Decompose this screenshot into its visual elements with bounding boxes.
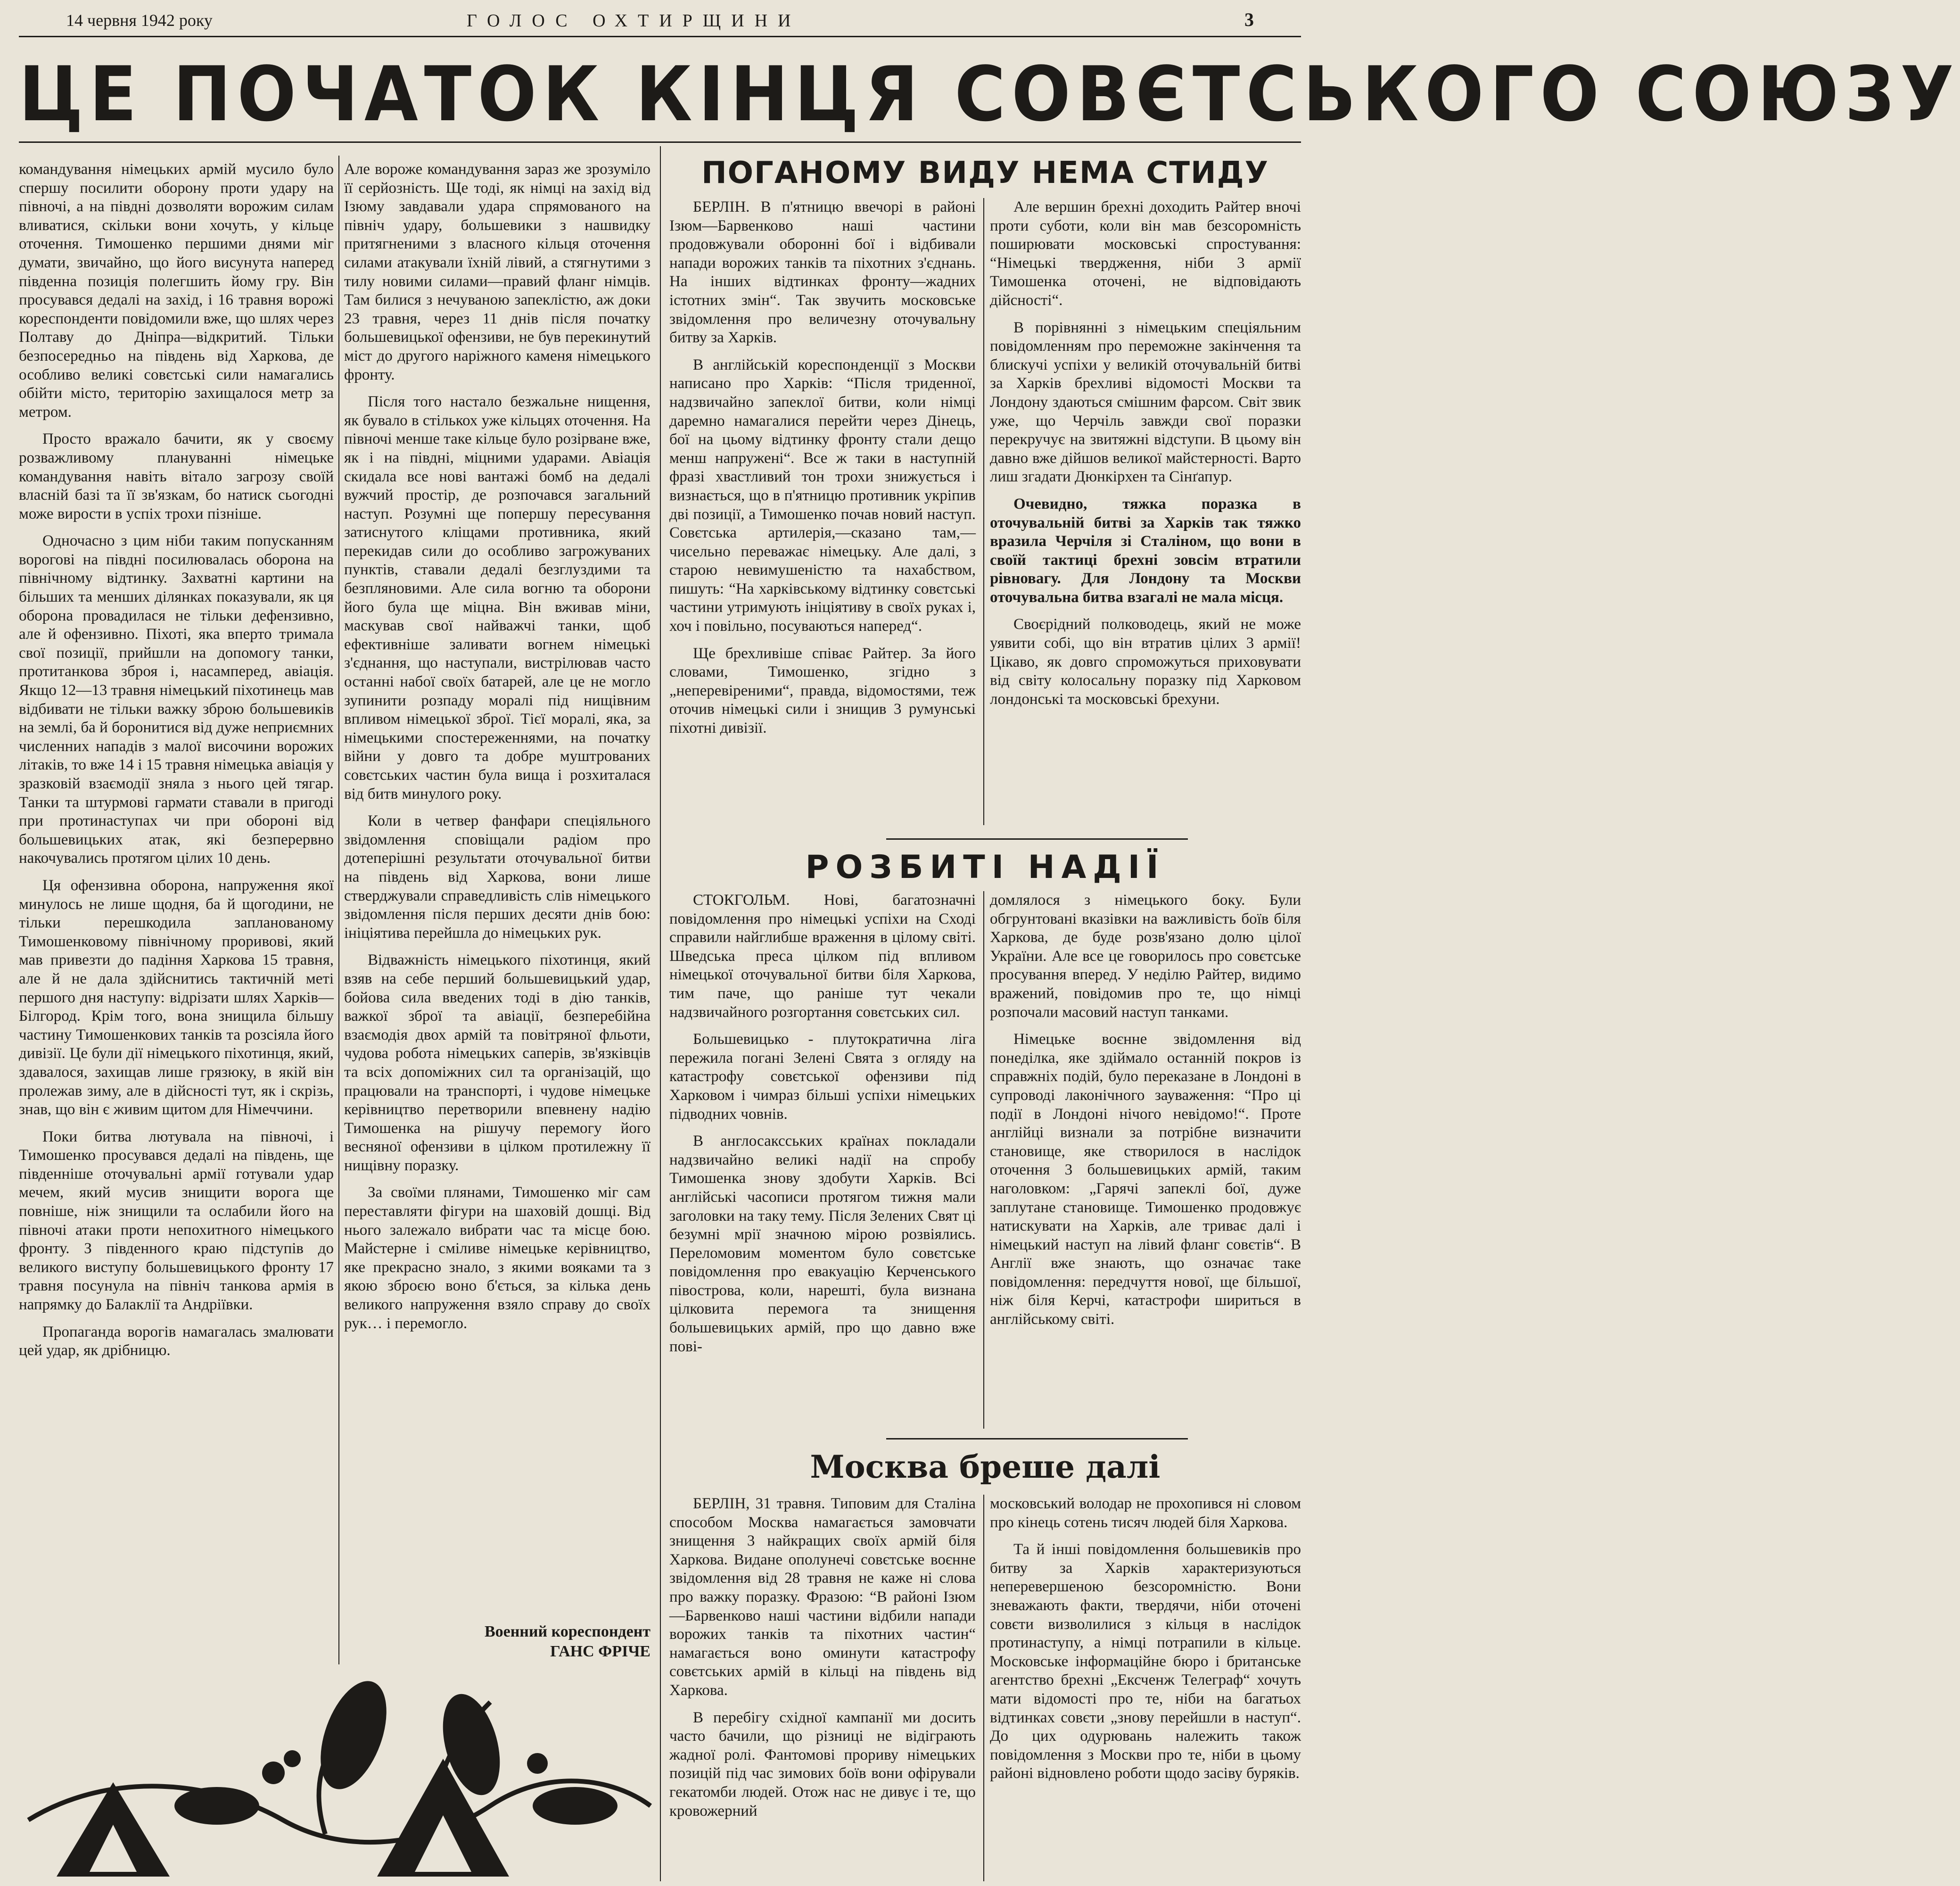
article3-col2 — [990, 891, 1301, 1429]
paragraph: За своїми плянами, Тимошенко міг сам переставляти фігури на шаховій дошці. Від нього залежало вибрати час та місце бою. Майстерне і сміливе німецьке керівництво, яке прекрасно знало, з якими вояками та з якою зброєю воно б'ється, за кілька день великого напруження взяло справу до своїх рук… і перемогло. — [344, 1184, 651, 1332]
paragraph: Большевицько - плутократична ліга пережила погані Зелені Свята з огляду на катастрофу совєтської офензиви під Харковом і чимраз більші успіхи німецьких підводних човнів. — [669, 1031, 976, 1123]
page-number: 3 — [1244, 9, 1254, 30]
author-role: Военний кореспондент — [484, 1623, 651, 1640]
article2-col2 — [990, 198, 1301, 825]
paragraph: московський володар не прохопився ні словом про кінець сотень тисяч людей біля Харкова. — [990, 1495, 1301, 1531]
folk-ornament-illustration — [19, 1664, 660, 1881]
paragraph: командування німецьких армій мусило було спершу посилити оборону проти удару на півночі, а на півдні дозволяти ворожим силам вливатися, скільки вони хочуть, у кільце оточення. Тимошенко першими днями міг думати, звичайно, що його висунута наперед південна позиція полегшить йому гру. Він просувався дедалі на захід, і 16 травня ворожі кореспонденти повідомили вже, що шлях через Полтаву до Дніпра—відкритий. Тільки безпосередньо на південь від Харкова, де особливо великі совєтські сили намагались обійти місто, територію захищалося метр за метром. — [19, 161, 334, 421]
main-headline: ЦЕ ПОЧАТОК КІНЦЯ СОВЄТСЬКОГО СОЮЗУ — [19, 50, 1960, 138]
paragraph: Коли в четвер фанфари спеціяльного звідомлення сповіщали радіом про дотеперішні результати оточувальної битви на південь від Харкова, вони лише стверджували справедливість слів німецького звідомлення після перших десяти днів бою: ініціятива перейшла до німецьких рук. — [344, 812, 651, 942]
paragraph: Одночасно з цим ніби таким попусканням ворогові на півдні посилювалась оборона на північному відтинку. Захватні картини на більших та менших ділянках показували, як ця оборона провадилася не тільки дефензивно, але й офензивно. Піхоті, яка вперто тримала свої позиції, прийшли на допомогу танки, протитанкова зброя і, насамперед, авіація. Якщо 12—13 травня німецький піхотинець мав відбивати не тільки важку зброю большевиків на землі, ба й боронитися від дуже неприємних численних нападів з малої височини ворожих літаків, то вже 14 і 15 травня німецька авіація у зразковій взаємодії зняла з нього цей тягар. Танки та штурмові гармати ставали в пригоді при протинаступах чи при обороні від большевицьких атак, які безперервно накочувались протягом цілих 10 день. — [19, 532, 334, 867]
article2-col1 — [669, 198, 976, 825]
paragraph: Німецьке воєнне звідомлення від понеділка, яке здіймало останній покров із справжніх подій, було переказане в Лондоні в супроводі лаконічного зауваження: “Про ці події в Лондоні нічого невідомо!“. Проте англійці визнали за потрібне визначити становище, яке створилося в наслідок оточення 3 большевицьких армій, таким наголовком: „Гарячі запеклі бої, дуже заплутане становище. Тимошенко продовжує натискувати на Харків, але триває далі і німецький наступ на лівий фланг совєтів“. В Англії вже знають, що означає таке повідомлення: передчуття нової, ще більшої, ніж біля Керчі, катастрофи шириться в англійському світі. — [990, 1031, 1301, 1328]
paragraph: Та й інші повідомлення большевиків про битву за Харків характеризуються неперевершеною безсоромністю. Вони зневажають факти, твердячи, ніби оточені совєти визволилися з кільця в наслідок протинаступу, а німці потрапили в кільце. Московське інформаційне бюро і британське агентство брехні „Ексченж Телеграф“ хочуть мати відомості про те, ніби на багатьох відтинках совєти „знову перейшли в наступ“. До цих одурювань належить також повідомлення з Москви про те, ніби в цьому районі відновлено роботи щодо засіву буряків. — [990, 1541, 1301, 1782]
page-header — [61, 8, 1268, 32]
article-title-moskva-breshe: Москва бреше далі — [810, 1448, 1161, 1485]
main-article-col1 — [19, 160, 334, 1660]
author-signature — [349, 1622, 651, 1662]
paragraph: Відважність німецького піхотинця, який взяв на себе перший большевицький удар, бойова сила введених тоді в дію танків, важкої зброї та авіації, безперебійна взаємодія двох армій та повітряної фльоти, чудова робота німецьких саперів, зв'язківців та всіх допоміжних сил та організацій, що працювали на транспорті, і чудове німецьке керівництво перетворили впевнену надію Тимошенка на рішучу перемогу його весняної офензиви в цілком протилежну її нищівну поразку. — [344, 951, 651, 1174]
article4-col1 — [669, 1495, 976, 1881]
paragraph: Ця офензивна оборона, напруження якої минулось не лише щодня, ба й щогодини, не тільки перешкодила запланованому Тимошенковому північному проривові, який мав привезти до падіння Харкова 15 травня, але й не дала здійснитись тактичній меті першого дня наступу: відрізати шлях Харків—Білгород. Крім того, вона знищила більшу частину Тимошенкових танків та розсіяла його дивізії. Це були дії німецького піхотинця, який, здавалося, захищав лише грязюку, в якій він пролежав зиму, але в дійсності тут, як і скрізь, знав, що він є живим щитом для Німеччини. — [19, 877, 334, 1118]
paragraph: В перебігу східної кампанії ми досить часто бачили, що різниці не відіграють жадної ролі. Фантомові прориву німецьких позицій під час зимових боїв вони офірували гекатомби людей. Отож нас не дивує і те, що кровожерний — [669, 1709, 976, 1820]
article4-col2 — [990, 1495, 1301, 1881]
paragraph: СТОКГОЛЬМ. Нові, багатозначні повідомлення про німецькі успіхи на Сході справили найглибше враження в цілому світі. Шведська преса цілком під впливом німецької оточувальної битви біля Харкова, тим паче, що раніше тут чекали надзвичайного розгортання совєтських сил. — [669, 892, 976, 1021]
newspaper-name: ГОЛОС ОХТИРЩИНИ — [467, 11, 801, 31]
issue-date: 14 червня 1942 року — [66, 11, 213, 30]
author-name: ГАНС ФРІЧЕ — [550, 1643, 651, 1660]
header-rule — [19, 36, 1301, 37]
paragraph: Ще брехливіше співає Райтер. За його словами, Тимошенко, згідно з „неперевіреними“, правда, відомостями, теж оточив німецькі сили і знищив 3 румунські піхотні дивізії. — [669, 645, 976, 737]
paragraph: В англійській кореспонденції з Москви написано про Харків: “Після триденної, надзвичайно запеклої битви, коли німці даремно намагалися перейти через Дінець, бої на цьому відтинку фронту стали дещо менш напружені“. Все ж таки в наступній фразі хвастливий тон трохи знижується і визнається, що в п'ятницю противник укріпив дві позиції, а Тимошенко почав новий наступ. Совєтська артилерія,—сказано там,—чисельно переважає німецьку. Але далі, з старою невимушеністю та нахабством, пишуть: “На харківському відтинку совєтські частини утримують ініціятиву в своїх руках і, хоч і повільно, посуваються наперед“. — [669, 356, 976, 635]
paragraph: В англосаксських країнах покладали надзвичайно великі надії на спробу Тимошенка знову здобути Харків. Всі англійські часописи протягом тижня мали заголовки на таку тему. Після Зелених Свят ці безумні мрії значною мірою розвіялись. Переломовим моментом було совєтське повідомлення про евакуацію Керченського півострова, коли, нарешті, була визнана цілковита перемога та знищення большевицьких армій, про що давно вже пові- — [669, 1133, 976, 1355]
column-rule — [983, 198, 984, 825]
paragraph: Але вершин брехні доходить Райтер вночі проти суботи, коли він мав безсоромність поширювати московські спростування: “Німецькі твердження, ніби 3 армії Тимошенка оточені, не відповідають дійсності“. — [990, 199, 1301, 309]
paragraph: В порівнянні з німецьким спеціяльним повідомленням про переможне закінчення та блискучі успіхи у великій оточувальній битві за Харків брехливі відомості Москви та Лондону здаються смішним фарсом. Світ звик уже, що Черчіль завжди свої поразки перекручує на звитяжні відступи. В цьому він давно вже дійшов великої майстерності. Варто лиш згадати Дюнкірхен та Сінґапур. — [990, 319, 1301, 486]
paragraph: Очевидно, тяжка поразка в оточувальній битві за Харків так тяжко вразила Черчіля зі Сталіном, що вони в своїй тактиці брехні зовсім втратили рівновагу. Для Лондону та Москви оточувальна битва взагалі не мала місця. — [990, 495, 1301, 606]
article-title-poganomu: ПОГАНОМУ ВИДУ НЕМА СТИДУ — [701, 156, 1269, 190]
paragraph: Пропаганда ворогів намагалась змалювати цей удар, як дрібницю. — [19, 1323, 334, 1359]
paragraph: БЕРЛІН. В п'ятницю ввечорі в районі Ізюм—Барвенково наші частини продовжували оборонні бої і відбивали напади ворожих танків та піхотних з'єднань. На інших відтинках фронту—жадних істотних змін“. Так звучить московське звідомлення про величезну оточувальну битву за Харків. — [669, 199, 976, 347]
paragraph: Просто вражало бачити, як у своєму розважливому плануванні німецьке командування навіть віталo загрозу своїй власній базі та її зв'язкам, бо натиск сьогодні може вирости в успіх трохи пізніше. — [19, 430, 334, 522]
section-rule — [886, 838, 1188, 840]
section-rule — [886, 1438, 1188, 1439]
column-rule — [660, 146, 661, 1881]
column-rule — [983, 891, 984, 1429]
article3-col1 — [669, 891, 976, 1429]
headline-rule — [19, 141, 1301, 143]
column-rule — [983, 1495, 984, 1881]
paragraph: Після того настало безжальне нищення, як бувало в стількох уже кільцях оточення. На півночі менше таке кільце було розірване вже, як і на півдні, міцними ударами. Авіація скидала все нові вантажі бомб на дедалі вужчий простір, де розпочався загальний наступ. Розумні ще попершу пересування затиснутого кліщами противника, який перекидав сили до особливо загрожуваних пунктів, ставали дедалі безглуздими та безпляновими. Але сила вогню та оборони його була ще міцна. Він вживав міни, маскував свої найважчі танки, щоб ефективніше заливати вогнем німецькі з'єднання, що наступали, вистрілював часто останні набої своїх батарей, але це не могло зупинити розпаду моралі під нищівним впливом німецької зброї. Тієї моралі, яка, за німецькими спостереженнями, на початку війни у довго та добре муштрованих совєтських частин була вища і розхиталася від битв минулого року. — [344, 393, 651, 802]
paragraph: Але вороже командування зараз же зрозуміло її серйозність. Ще тоді, як німці на захід від Ізюму завдавали удара спрямованого на північ удару, большевики з нашвидку притягненими з власного кільця оточення силами атакували їхній лівий, а стягнутими з тилу новими силами—правий фланг німців. Там билися з нечуваною запеклістю, аж доки 23 травня, через 11 днів після початку большевицької офензиви, не був перекинутий міст до другого наріжного каменя німецького фронту. — [344, 161, 651, 383]
main-article-col2 — [344, 160, 651, 1613]
column-rule — [338, 156, 339, 1664]
paragraph: Поки битва лютувала на півночі, і Тимошенко просувався дедалі на південь, ще південніше оточувальні армії готували удар мечем, який мусив знищити ворога ще повніше, ніж знищили та ослабили його на півночі атаки проти непохитного німецького фронту. З південного краю підступів до великого виступу большевицького фронту 17 травня посунула на північ танкова армія в напрямку до Балаклії та Андріївки. — [19, 1128, 334, 1314]
article-title-rozbyti-nadii: РОЗБИТІ НАДІЇ — [805, 849, 1165, 886]
paragraph: домлялося з німецького боку. Були обгрунтовані вказівки на важливість боїв біля Харкова, де буде розв'язано долю цілої України. Але все це говорилось про совєтське просування вперед. У неділю Райтер, видимо вражений, повідомив про те, що німці розпочали масовий наступ танками. — [990, 892, 1301, 1021]
paragraph: Своєрідний полководець, який не може уявити собі, що він втратив цілих 3 армії! Цікаво, як довго спроможуться приховувати від світу колосальну поразку під Харковом лондонські та московські брехуни. — [990, 616, 1301, 708]
paragraph: БЕРЛІН, 31 травня. Типовим для Сталіна способом Москва намагається замовчати знищення 3 найкращих своїх армій біля Харкова. Видане ополунечі совєтське воєнне звідомлення від 28 травня не каже ні слова про важку поразку. Фразою: “В районі Ізюм—Барвенково наші частини відбили напади ворожих танків та піхотних частин“ намагається воно оминути катастрофу совєтських армій в кільці на південь від Харкова. — [669, 1495, 976, 1699]
